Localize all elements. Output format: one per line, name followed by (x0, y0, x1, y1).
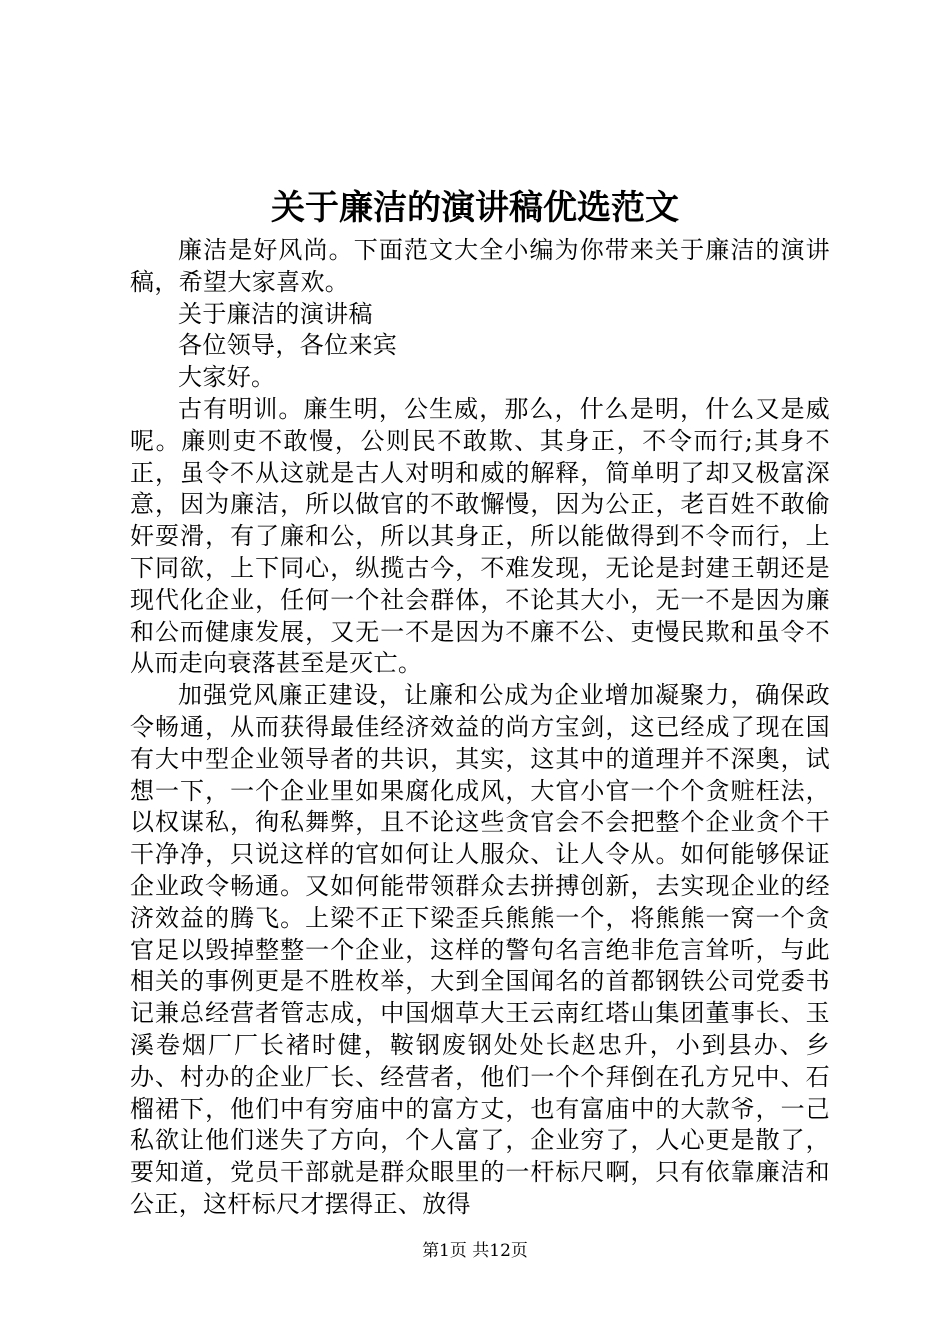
document-body (130, 235, 830, 1221)
paragraph-body-1: 古有明训。廉生明，公生威，那么，什么是明，什么又是威呢。廉则吏不敢慢，公则民不敢欺、其身正，不令而行;其身不正，虽令不从这就是古人对明和威的解释，简单明了却又极富深意，因为廉洁，所以做官的不敢懈慢，因为公正，老百姓不敢偷奸耍滑，有了廉和公，所以其身正，所以能做得到不令而行，上下同欲，上下同心，纵揽古今，不难发现，无论是封建王朝还是现代化企业，任何一个社会群体，不论其大小，无一不是因为廉和公而健康发展，又无一不是因为不廉不公、吏慢民欺和虽令不从而走向衰落甚至是灭亡。 (130, 394, 830, 678)
document-title: 关于廉洁的演讲稿优选范文 (271, 188, 679, 228)
paragraph-body-2: 加强党风廉正建设，让廉和公成为企业增加凝聚力，确保政令畅通，从而获得最佳经济效益的尚方宝剑，这已经成了现在国有大中型企业领导者的共识，其实，这其中的道理并不深奥，试想一下，一个企业里如果腐化成风，大官小官一个个贪赃枉法，以权谋私，徇私舞弊，且不论这些贪官会不会把整个企业贪个干干净净，只说这样的官如何让人服众、让人令从。如何能够保证企业政令畅通。又如何能带领群众去拼搏创新，去实现企业的经济效益的腾飞。上梁不正下梁歪兵熊熊一个，将熊熊一窝一个贪官足以毁掉整整一个企业，这样的警句名言绝非危言耸听，与此相关的事例更是不胜枚举，大到全国闻名的首都钢铁公司党委书记兼总经营者管志成，中国烟草大王云南红塔山集团董事长、玉溪卷烟厂厂长褚时健，鞍钢废钢处处长赵忠升，小到县办、乡办、村办的企业厂长、经营者，他们一个个拜倒在孔方兄中、石榴裙下，他们中有穷庙中的富方丈，也有富庙中的大款爷，一己私欲让他们迷失了方向，个人富了，企业穷了，人心更是散了，要知道，党员干部就是群众眼里的一杆标尺啊，只有依靠廉洁和公正，这杆标尺才摆得正、放得 (130, 681, 830, 1218)
paragraph-salutation: 各位领导，各位来宾 (178, 331, 398, 360)
page-number-footer: 第1页 共12页 (422, 1241, 528, 1261)
paragraph-greeting: 大家好。 (178, 363, 276, 392)
paragraph-intro: 廉洁是好风尚。下面范文大全小编为你带来关于廉洁的演讲稿，希望大家喜欢。 (130, 236, 830, 296)
paragraph-speech-title: 关于廉洁的演讲稿 (178, 299, 373, 328)
